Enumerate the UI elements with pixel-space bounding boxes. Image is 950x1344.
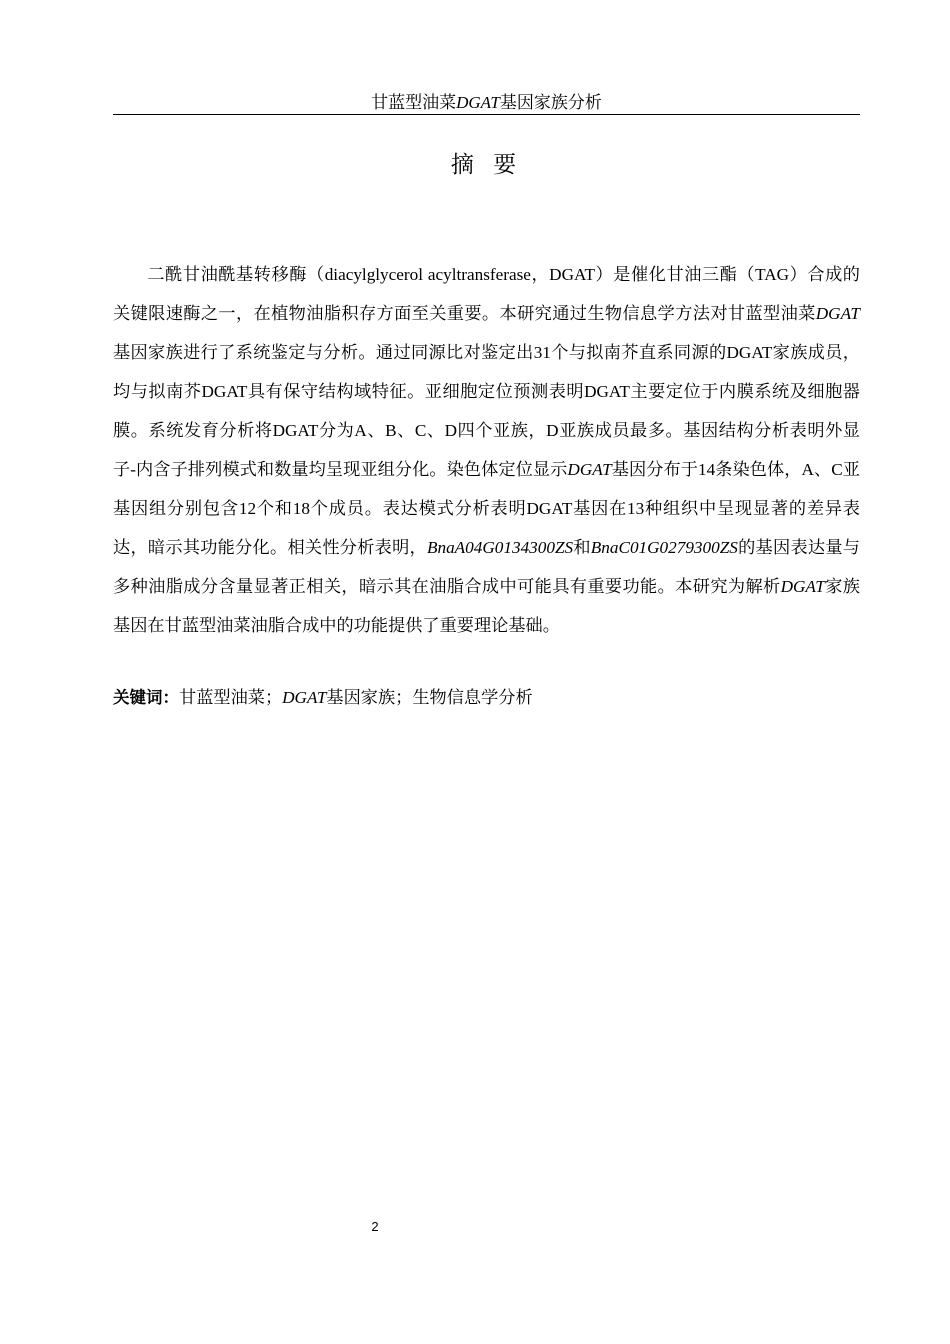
keyword-gene-name: DGAT — [282, 688, 327, 707]
abstract-text: 家族基因在甘蓝型油菜油脂合成中的功能提供了重要理论基础。 — [113, 577, 860, 635]
abstract-text: 基因家族进行了系统鉴定与分析。通过同源比对鉴定出31个与拟南芥直系同源的DGAT家族成员，均与拟南芥DGAT具有保守结构域特征。亚细胞定位预测表明DGAT主要定位于内膜系统及细胞器膜。系统发育分析将DGAT分为A、B、C、D四个亚族，D亚族成员最多。基因结构分析表明外显子-内含子排列模式和数量均呈现亚组分化。染色体定位显示 — [113, 343, 860, 479]
keywords-label: 关键词： — [113, 688, 179, 707]
gene-name: DGAT — [815, 304, 860, 323]
header-rule — [113, 114, 860, 115]
gene-name: DGAT — [780, 577, 825, 596]
keywords-line — [113, 683, 860, 713]
running-header — [113, 92, 860, 114]
header-suffix: 基因家族分析 — [499, 93, 602, 112]
header-prefix: 甘蓝型油菜 — [371, 93, 457, 112]
abstract-text: 和 — [573, 538, 591, 557]
abstract-text: 基因分布于14条染色体，A、C亚基因组分别包含12个和18个成员。表达模式分析表明DGAT基因在13种组织中呈现显著的差异表达，暗示其功能分化。相关性分析表明， — [113, 460, 860, 557]
gene-name: DGAT — [567, 460, 612, 479]
abstract-title: 摘 要 — [450, 152, 523, 178]
abstract-text: 二酰甘油酰基转移酶（diacylglycerol acyltransferase，DGAT）是催化甘油三酯（TAG）合成的关键限速酶之一，在植物油脂积存方面至关重要。本研究通过生物信息学方法对甘蓝型油菜 — [113, 265, 860, 323]
header-gene-name: DGAT — [456, 93, 500, 112]
page-number: 2 — [371, 1219, 379, 1234]
abstract-paragraph — [113, 255, 860, 645]
abstract-text: 的基因表达量与多种油脂成分含量显著正相关，暗示其在油脂合成中可能具有重要功能。本研究为解析 — [113, 538, 860, 596]
keyword: 基因家族；生物信息学分析 — [326, 688, 533, 707]
keyword: 甘蓝型油菜； — [179, 688, 283, 707]
gene-id: BnaC01G0279300ZS — [590, 538, 738, 557]
gene-id: BnaA04G0134300ZS — [427, 538, 574, 557]
